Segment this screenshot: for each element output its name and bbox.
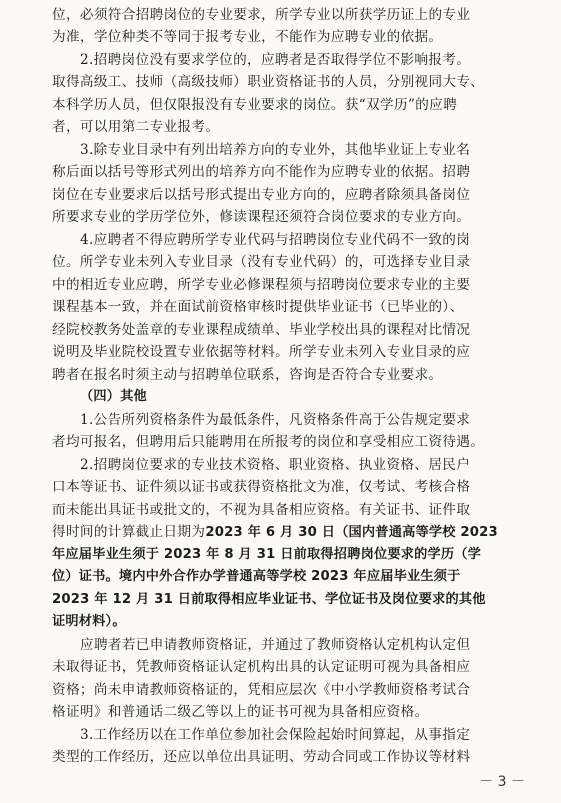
text-line: 类型的工作经历，还应以单位出具证明、劳动合同或工作协议等材料 xyxy=(52,749,471,765)
text-line: 称后面以括号等形式列出的培养方向不能作为应聘专业的依据。招聘 xyxy=(52,164,471,180)
text-line: 3.除专业目录中有列出培养方向的专业外，其他毕业证上专业名 xyxy=(80,142,471,158)
text-line: 而未能出具证书或批文的，不视为具备相应资格。有关证书、证件取 xyxy=(52,502,471,518)
text-line: 经院校教务处盖章的专业课程成绩单、毕业学校出具的课程对比情况 xyxy=(52,322,471,338)
bold-text-line: 年应届毕业生须于 2023 年 8 月 31 日前取得招聘岗位要求的学历（学 xyxy=(52,547,482,562)
text-line: 岗位在专业要求后以括号形式提出专业方向的，应聘者除须具备岗位 xyxy=(52,187,471,203)
section-heading: （四）其他 xyxy=(80,389,147,404)
text-line: 所要求专业的学历学位外，修读课程还须符合岗位要求的专业方向。 xyxy=(52,209,471,225)
text-line: 2.招聘岗位没有要求学位的，应聘者是否取得学位不影响报考。 xyxy=(80,52,471,68)
text-line: 中的相近专业应聘，所学专业必修课程须与招聘岗位要求专业的主要 xyxy=(52,277,471,293)
text-line: 口本等证书、证件须以证书或获得资格批文为准，仅考试、考核合格 xyxy=(52,479,471,495)
bold-text-span: 2023 年 6 月 30 日（国内普通高等学校 2023 xyxy=(205,525,498,540)
text-line: 1.公告所列资格条件为最低条件，凡资格条件高于公告规定要求 xyxy=(80,412,471,428)
bold-text-line: 证明材料）。 xyxy=(52,614,126,629)
text-line: 未取得证书，凭教师资格证认定机构出具的认定证明可视为具备相应 xyxy=(52,659,471,675)
text-line: 取得高级工、技师（高级技师）职业资格证书的人员，分别视同大专、 xyxy=(52,74,485,90)
text-line: 者，可以用第二专业报考。 xyxy=(52,119,220,135)
text-line: 应聘者若已申请教师资格证，并通过了教师资格认定机构认定但 xyxy=(80,637,471,653)
text-line: 本科学历人员，但仅限报没有专业要求的岗位。获“双学历”的应聘 xyxy=(52,97,458,113)
text-line: 说明及毕业院校设置专业依据等材料。所学专业未列入专业目录的应 xyxy=(52,344,471,360)
text-line xyxy=(52,521,529,544)
text-line: 2.招聘岗位要求的专业技术资格、职业资格、执业资格、居民户 xyxy=(80,457,471,473)
bold-text-line: 位）证书。境内中外合作办学普通高等学校 2023 年应届毕业生须于 xyxy=(52,569,461,584)
text-line: 3.工作经历以在工作单位参加社会保险起始时间算起，从事指定 xyxy=(80,727,471,743)
text-line: 者均可报名，但聘用后只能聘用在所报考的岗位和享受相应工资待遇。 xyxy=(52,434,485,450)
text-line: 位，必须符合招聘岗位的专业要求，所学专业以所获学历证上的专业 xyxy=(52,7,471,23)
text-line: 4.应聘者不得应聘所学专业代码与招聘岗位专业代码不一致的岗 xyxy=(80,232,471,248)
bold-text-line: 2023 年 12 月 31 日前取得相应毕业证书、学位证书及岗位要求的其他 xyxy=(52,592,486,607)
text-span: 得时间的计算截止日期为 xyxy=(52,524,206,540)
text-line: 格证明》和普通话二级乙等以上的证书可视为具备相应资格。 xyxy=(52,704,429,720)
text-line: 课程基本一致，并在面试前资格审核时提供毕业证书（已毕业的）、 xyxy=(52,299,464,315)
text-line: 聘者在报名时须主动与招聘单位联系，咨询是否符合专业要求。 xyxy=(52,367,443,383)
text-line: 资格；尚未申请教师资格证的，凭相应层次《中小学教师资格考试合 xyxy=(52,682,471,698)
page-number: － 3 － xyxy=(479,774,525,790)
text-line: 为准，学位种类不等同于报考专业，不能作为应聘专业的依据。 xyxy=(52,29,443,45)
text-line: 位。所学专业未列入专业目录（没有专业代码）的，可选择专业目录 xyxy=(52,254,471,270)
